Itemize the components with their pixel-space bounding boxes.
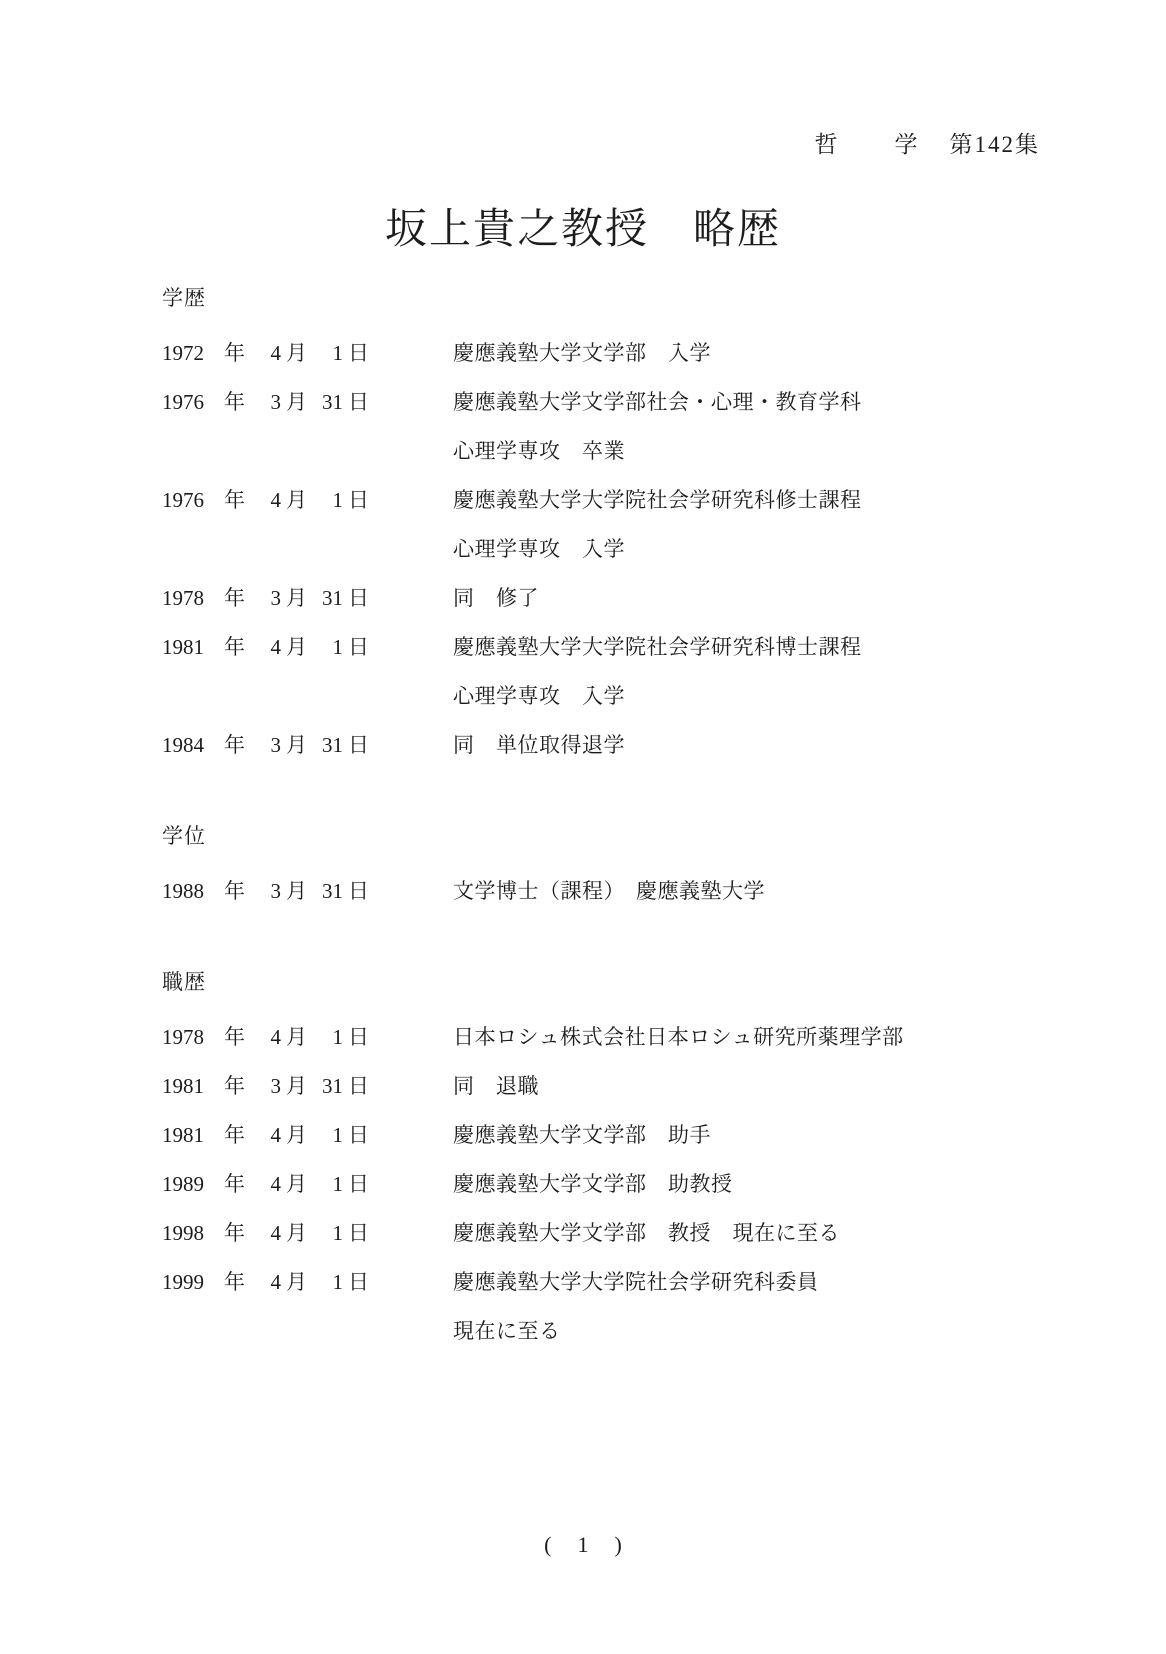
- history-row: [162, 474, 1076, 523]
- history-row-continuation: [162, 523, 1076, 572]
- date-year-unit: 年: [224, 1171, 245, 1196]
- date-year-unit: 年: [224, 585, 245, 610]
- date-day-unit: 日: [348, 1073, 369, 1098]
- history-row-continuation: [162, 425, 1076, 474]
- date-month-unit: 月: [286, 389, 307, 414]
- date-day: 31: [322, 585, 343, 610]
- date-day: 31: [322, 389, 343, 414]
- cv-content: [162, 272, 1076, 1354]
- entry-date: [162, 484, 453, 514]
- date-day: 1: [332, 487, 343, 512]
- entry-description: 同 単位取得退学: [453, 732, 625, 757]
- date-month: 3: [270, 389, 281, 414]
- date-day: 1: [332, 634, 343, 659]
- date-year: 1978: [162, 585, 204, 610]
- page-number-value: 1: [577, 1532, 589, 1557]
- history-row: [162, 865, 1076, 914]
- entry-description: 慶應義塾大学文学部社会・心理・教育学科: [453, 389, 862, 414]
- journal-name-char-1: 哲: [814, 132, 838, 157]
- date-month-unit: 月: [286, 634, 307, 659]
- date-month-unit: 月: [286, 1024, 307, 1049]
- date-month-unit: 月: [286, 340, 307, 365]
- date-month: 4: [270, 1269, 281, 1294]
- date-month: 4: [270, 1171, 281, 1196]
- date-month-unit: 月: [286, 1220, 307, 1245]
- date-year-unit: 年: [224, 1122, 245, 1147]
- date-month-unit: 月: [286, 1122, 307, 1147]
- entry-description: 同 修了: [453, 585, 539, 610]
- date-day-unit: 日: [348, 487, 369, 512]
- date-year-unit: 年: [224, 878, 245, 903]
- entry-date: [162, 875, 453, 905]
- history-row: [162, 1256, 1076, 1305]
- history-row: [162, 1060, 1076, 1109]
- entry-description: 慶應義塾大学大学院社会学研究科委員: [453, 1269, 819, 1294]
- date-day: 1: [332, 1269, 343, 1294]
- date-day: 1: [332, 340, 343, 365]
- entry-description: 慶應義塾大学文学部 助手: [453, 1122, 711, 1147]
- date-day-unit: 日: [348, 585, 369, 610]
- date-day-unit: 日: [348, 878, 369, 903]
- history-row: [162, 1158, 1076, 1207]
- date-year-unit: 年: [224, 389, 245, 414]
- date-month: 4: [270, 340, 281, 365]
- date-month-unit: 月: [286, 1073, 307, 1098]
- entry-description: 同 退職: [453, 1073, 539, 1098]
- date-year-unit: 年: [224, 1024, 245, 1049]
- history-row: [162, 621, 1076, 670]
- entry-date: [162, 1168, 453, 1198]
- journal-header: [815, 126, 1041, 159]
- page-number-open-paren: (: [544, 1532, 552, 1557]
- journal-issue-number: 第142集: [949, 132, 1040, 157]
- section-title: 職歴: [162, 969, 206, 994]
- date-year-unit: 年: [224, 1220, 245, 1245]
- entry-date: [162, 1070, 453, 1100]
- entry-description: 心理学専攻 卒業: [453, 438, 625, 463]
- history-row: [162, 1011, 1076, 1060]
- date-month: 3: [270, 878, 281, 903]
- date-day-unit: 日: [348, 1024, 369, 1049]
- date-day-unit: 日: [348, 732, 369, 757]
- journal-name-char-2: 学: [894, 132, 918, 157]
- date-day: 31: [322, 1073, 343, 1098]
- date-day: 1: [332, 1220, 343, 1245]
- date-year: 1989: [162, 1171, 204, 1196]
- date-month-unit: 月: [286, 732, 307, 757]
- entry-date: [162, 1021, 453, 1051]
- entry-description: 日本ロシュ株式会社日本ロシュ研究所薬理学部: [453, 1024, 904, 1049]
- date-month-unit: 月: [286, 487, 307, 512]
- date-year: 1972: [162, 340, 204, 365]
- entry-date: [162, 1217, 453, 1247]
- date-year: 1978: [162, 1024, 204, 1049]
- date-year: 1981: [162, 634, 204, 659]
- history-row: [162, 1207, 1076, 1256]
- date-month: 3: [270, 585, 281, 610]
- entry-date: [162, 1119, 453, 1149]
- date-year-unit: 年: [224, 634, 245, 659]
- date-year: 1984: [162, 732, 204, 757]
- section-title: 学位: [162, 823, 206, 848]
- date-day: 31: [322, 732, 343, 757]
- section-title: 学歴: [162, 285, 206, 310]
- history-row: [162, 327, 1076, 376]
- date-month-unit: 月: [286, 585, 307, 610]
- date-month: 3: [270, 1073, 281, 1098]
- entry-date: [162, 1266, 453, 1296]
- entry-description: 文学博士（課程） 慶應義塾大学: [453, 878, 765, 903]
- date-day: 31: [322, 878, 343, 903]
- date-year-unit: 年: [224, 1269, 245, 1294]
- date-day-unit: 日: [348, 1171, 369, 1196]
- date-day: 1: [332, 1024, 343, 1049]
- date-day: 1: [332, 1122, 343, 1147]
- date-month: 3: [270, 732, 281, 757]
- date-year: 1976: [162, 487, 204, 512]
- date-year: 1981: [162, 1122, 204, 1147]
- date-day-unit: 日: [348, 634, 369, 659]
- entry-description: 慶應義塾大学文学部 入学: [453, 340, 711, 365]
- date-month: 4: [270, 1122, 281, 1147]
- section-education: [162, 272, 1076, 768]
- date-year: 1976: [162, 389, 204, 414]
- date-year: 1999: [162, 1269, 204, 1294]
- date-year: 1998: [162, 1220, 204, 1245]
- date-day-unit: 日: [348, 1220, 369, 1245]
- entry-description: 現在に至る: [453, 1318, 561, 1343]
- entry-date: [162, 337, 453, 367]
- date-day: 1: [332, 1171, 343, 1196]
- entry-date: [162, 386, 453, 416]
- section-employment: [162, 956, 1076, 1354]
- date-year: 1981: [162, 1073, 204, 1098]
- entry-date: [162, 631, 453, 661]
- date-day-unit: 日: [348, 1269, 369, 1294]
- entry-description: 慶應義塾大学大学院社会学研究科博士課程: [453, 634, 862, 659]
- date-day-unit: 日: [348, 340, 369, 365]
- history-row: [162, 719, 1076, 768]
- entry-description: 慶應義塾大学大学院社会学研究科修士課程: [453, 487, 862, 512]
- date-year-unit: 年: [224, 340, 245, 365]
- date-year-unit: 年: [224, 487, 245, 512]
- entry-description: 心理学専攻 入学: [453, 683, 625, 708]
- page-number-close-paren: ): [614, 1532, 622, 1557]
- page-title: 坂上貴之教授 略歴: [384, 207, 781, 253]
- date-month: 4: [270, 487, 281, 512]
- entry-description: 慶應義塾大学文学部 教授 現在に至る: [453, 1220, 840, 1245]
- date-day-unit: 日: [348, 389, 369, 414]
- history-row: [162, 1109, 1076, 1158]
- date-month-unit: 月: [286, 1171, 307, 1196]
- date-year-unit: 年: [224, 1073, 245, 1098]
- history-row: [162, 376, 1076, 425]
- date-month: 4: [270, 634, 281, 659]
- date-month: 4: [270, 1220, 281, 1245]
- entry-date: [162, 729, 453, 759]
- date-month-unit: 月: [286, 878, 307, 903]
- history-row-continuation: [162, 1305, 1076, 1354]
- history-row: [162, 572, 1076, 621]
- entry-description: 心理学専攻 入学: [453, 536, 625, 561]
- page-number: [0, 1532, 1166, 1558]
- date-month: 4: [270, 1024, 281, 1049]
- section-degree: [162, 810, 1076, 914]
- date-year: 1988: [162, 878, 204, 903]
- entry-description: 慶應義塾大学文学部 助教授: [453, 1171, 733, 1196]
- entry-date: [162, 582, 453, 612]
- date-day-unit: 日: [348, 1122, 369, 1147]
- date-year-unit: 年: [224, 732, 245, 757]
- history-row-continuation: [162, 670, 1076, 719]
- date-month-unit: 月: [286, 1269, 307, 1294]
